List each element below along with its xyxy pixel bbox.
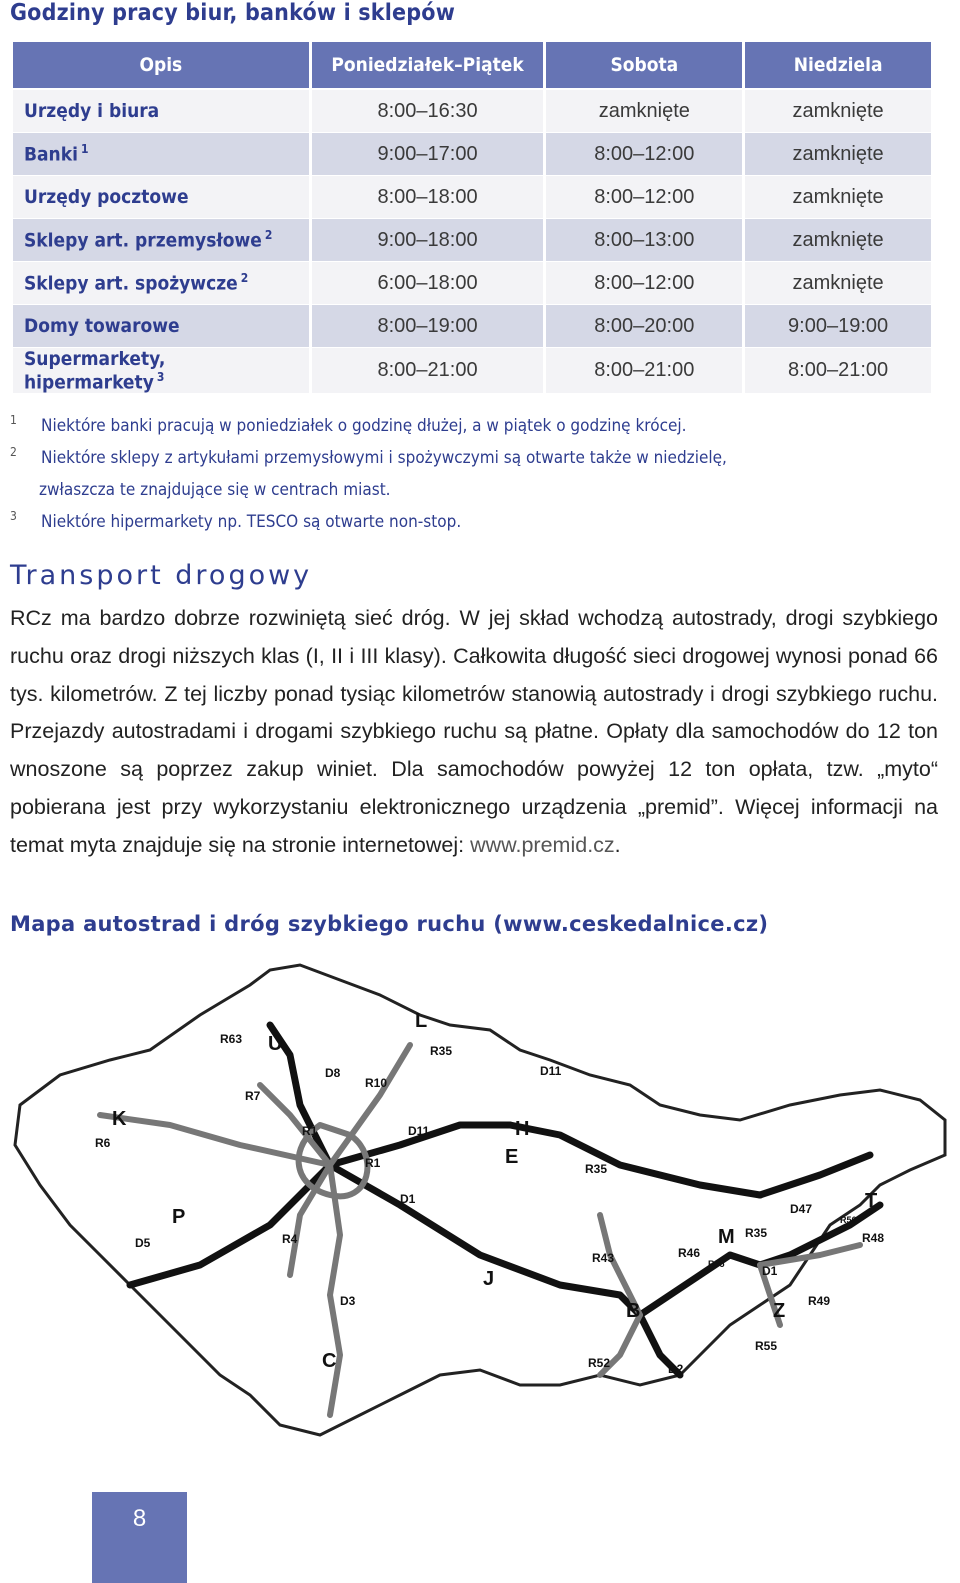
row-weekday: 6:00–18:00 — [312, 262, 544, 305]
map-label: R35 — [745, 1226, 768, 1240]
table-row — [13, 305, 931, 348]
map-label: R56 — [840, 1215, 857, 1225]
map-label: D1 — [400, 1192, 416, 1206]
row-description: Domy towarowe — [13, 305, 309, 348]
row-sunday: zamknięte — [745, 133, 931, 176]
map-label: R35 — [430, 1044, 453, 1058]
row-weekday: 9:00–18:00 — [312, 219, 544, 262]
map-label: P — [172, 1206, 186, 1228]
map-label: D5 — [135, 1236, 151, 1250]
row-description: Supermarkety, hipermarkety $^3$ — [13, 348, 309, 394]
row-weekday: 9:00–17:00 — [312, 133, 544, 176]
map-label: L — [415, 1010, 428, 1032]
footnote-ref: 1 — [80, 142, 89, 157]
footnote-number: 3 — [10, 509, 17, 523]
row-description: Urzędy i biura — [13, 90, 309, 133]
map-label: R10 — [365, 1076, 388, 1090]
row-sunday: zamknięte — [745, 176, 931, 219]
map-label: Z — [773, 1300, 786, 1322]
map-label: R1 — [302, 1124, 318, 1138]
map-title: Mapa autostrad i dróg szybkiego ruchu (www.ceskedalnice.cz) — [10, 912, 769, 936]
map-label: R49 — [808, 1294, 831, 1308]
map-label: T — [865, 1190, 878, 1212]
map-label: R46 — [678, 1246, 701, 1260]
table-row — [13, 219, 931, 262]
map-label: R4 — [282, 1232, 298, 1246]
table-row — [13, 348, 931, 394]
section-title-transport: Transport drogowy — [10, 560, 313, 591]
header-saturday: Sobota — [546, 42, 742, 90]
row-description: Sklepy art. przemysłowe $^2$ — [13, 219, 309, 262]
row-saturday: 8:00–12:00 — [546, 262, 742, 305]
row-sunday: zamknięte — [745, 262, 931, 305]
map-label: D47 — [790, 1202, 813, 1216]
footnotes — [10, 410, 940, 538]
row-description: Urzędy pocztowe — [13, 176, 309, 219]
row-saturday: 8:00–12:00 — [546, 133, 742, 176]
row-sunday: 9:00–19:00 — [745, 305, 931, 348]
map-label: U — [268, 1033, 283, 1055]
footnote-text: Niektóre banki pracują w poniedziałek o godzinę dłużej, a w piątek o godzinę krócej. — [41, 416, 687, 436]
row-description: Banki $^1$ — [13, 133, 309, 176]
map-label: R52 — [588, 1356, 611, 1370]
table-row — [13, 90, 931, 133]
map-label: R55 — [755, 1339, 778, 1353]
row-saturday: 8:00–13:00 — [546, 219, 742, 262]
footnote-2 — [10, 442, 940, 506]
map-label: R48 — [862, 1231, 885, 1245]
paragraph-end: . — [614, 832, 621, 857]
page-heading: Godziny pracy biur, banków i sklepów — [10, 0, 456, 26]
header-sunday: Niedziela — [745, 42, 931, 90]
map-label: B — [626, 1300, 641, 1322]
premid-link[interactable]: www.premid.cz — [470, 832, 615, 857]
map-label: D1 — [762, 1264, 778, 1278]
map-label: R55 — [708, 1259, 725, 1269]
map-label: R1 — [365, 1156, 381, 1170]
table-row — [13, 133, 931, 176]
footnote-3 — [10, 506, 940, 538]
row-weekday: 8:00–21:00 — [312, 348, 544, 394]
map-label: E — [505, 1146, 519, 1168]
map-label: D8 — [325, 1066, 341, 1080]
table-header-row — [13, 42, 931, 90]
row-description: Sklepy art. spożywcze $^2$ — [13, 262, 309, 305]
map-label: R35 — [585, 1162, 608, 1176]
row-sunday: 8:00–21:00 — [745, 348, 931, 394]
row-saturday: 8:00–12:00 — [546, 176, 742, 219]
map-label: D11 — [540, 1064, 562, 1078]
row-saturday: 8:00–20:00 — [546, 305, 742, 348]
header-description: Opis — [13, 42, 309, 90]
row-weekday: 8:00–18:00 — [312, 176, 544, 219]
footnote-number: 2 — [10, 445, 17, 459]
footnote-ref: 2 — [264, 228, 273, 243]
map-label: M — [718, 1226, 735, 1248]
map-label: D11 — [408, 1124, 430, 1138]
footnote-ref: 3 — [156, 370, 165, 384]
map-label: C — [322, 1350, 337, 1372]
row-weekday: 8:00–19:00 — [312, 305, 544, 348]
header-weekday: Poniedziałek–Piątek — [312, 42, 544, 90]
row-saturday: zamknięte — [546, 90, 742, 133]
office-hours-table — [10, 42, 934, 394]
footnote-ref: 2 — [240, 271, 249, 286]
map-label: K — [112, 1108, 127, 1130]
country-outline — [15, 965, 945, 1435]
transport-paragraph — [10, 600, 938, 865]
row-sunday: zamknięte — [745, 219, 931, 262]
row-sunday: zamknięte — [745, 90, 931, 133]
map-label: D3 — [340, 1294, 356, 1308]
footnote-text: Niektóre sklepy z artykułami przemysłowymi i spożywczymi są otwarte także w niedzielę, — [41, 448, 727, 468]
map-label: R7 — [245, 1089, 261, 1103]
row-weekday: 8:00–16:30 — [312, 90, 544, 133]
row-saturday: 8:00–21:00 — [546, 348, 742, 394]
page-number: 8 — [132, 1505, 147, 1532]
paragraph-text: RCz ma bardzo dobrze rozwiniętą sieć dróg. W jej skład wchodzą autostrady, drogi szybkiego ruchu oraz drogi niższych klas (I, II i III klasy). Całkowita długość sieci drogowej wynosi ponad 66 tys. kilometrów. Z tej liczby ponad tysiąc kilometrów stanowią autostrady i drogi szybkiego ruchu. Przejazdy autostradami i drogami szybkiego ruchu są płatne. Opłaty dla samochodów do 12 ton wnoszone są poprzez zakup winiet. Dla samochodów powyżej 12 ton opłata, tzw. „myto“ pobierana jest przy wykorzystaniu elektronicznego urządzenia „premid”. Więcej informacji na temat myta znajduje się na stronie internetowej: — [10, 606, 938, 857]
table-row — [13, 176, 931, 219]
map-label: R43 — [592, 1251, 615, 1265]
map-label: R6 — [95, 1136, 111, 1150]
map-label: J — [483, 1268, 495, 1290]
footnote-text: zwłaszcza te znajdujące się w centrach miast. — [39, 480, 391, 500]
map-label: H — [515, 1118, 530, 1140]
footnote-1 — [10, 410, 940, 442]
map-label: R63 — [220, 1032, 243, 1046]
motorway-map — [0, 955, 960, 1455]
map-label: D2 — [668, 1362, 684, 1376]
table-row — [13, 262, 931, 305]
footnote-number: 1 — [10, 413, 17, 427]
footnote-text: Niektóre hipermarkety np. TESCO są otwarte non-stop. — [41, 512, 462, 532]
